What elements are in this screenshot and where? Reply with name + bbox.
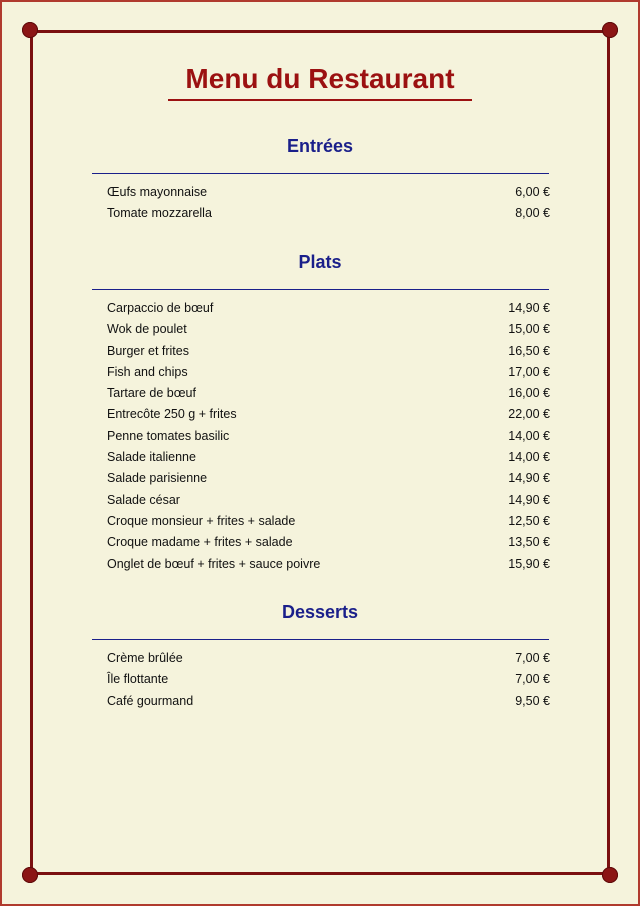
section-divider bbox=[92, 289, 549, 290]
dish-name: Onglet de bœuf + frites + sauce poivre bbox=[107, 556, 321, 571]
section-heading: Desserts bbox=[281, 602, 359, 622]
menu-item bbox=[107, 203, 550, 224]
dish-price: 13,50 € bbox=[508, 535, 550, 550]
menu-item bbox=[107, 490, 550, 511]
dish-price: 8,00 € bbox=[515, 206, 550, 221]
dish-name: Œufs mayonnaise bbox=[107, 185, 208, 199]
dish-price: 22,00 € bbox=[508, 407, 550, 422]
menu-item-list bbox=[0, 298, 640, 575]
dish-name: Burger et frites bbox=[107, 343, 189, 358]
dish-price: 6,00 € bbox=[515, 185, 550, 199]
menu-item bbox=[107, 404, 550, 425]
menu-item bbox=[107, 319, 550, 340]
dish-price: 12,50 € bbox=[508, 513, 550, 528]
menu-item bbox=[107, 383, 550, 404]
corner-ornament-top-left bbox=[22, 22, 38, 38]
dish-name: Salade parisienne bbox=[107, 471, 208, 486]
corner-ornament-top-right bbox=[602, 22, 618, 38]
dish-name: Entrecôte 250 g + frites bbox=[107, 407, 237, 422]
section-divider bbox=[92, 173, 549, 174]
dish-name: Penne tomates basilic bbox=[107, 428, 230, 443]
corner-ornament-bottom-right bbox=[602, 867, 618, 883]
dish-name: Tomate mozzarella bbox=[107, 206, 212, 221]
section-desserts bbox=[0, 601, 640, 712]
menu-item bbox=[107, 341, 550, 362]
dish-price: 14,00 € bbox=[508, 428, 550, 443]
menu-item bbox=[107, 362, 550, 383]
dish-price: 14,90 € bbox=[508, 301, 550, 315]
dish-price: 14,00 € bbox=[508, 450, 550, 465]
dish-name: Café gourmand bbox=[107, 693, 194, 708]
dish-price: 9,50 € bbox=[515, 693, 550, 708]
menu-item bbox=[107, 426, 550, 447]
menu-item bbox=[107, 511, 550, 532]
dish-price: 15,90 € bbox=[508, 556, 550, 571]
section-entrees bbox=[0, 135, 640, 225]
menu-item bbox=[107, 468, 550, 489]
dish-price: 14,90 € bbox=[508, 471, 550, 486]
section-divider bbox=[92, 639, 549, 640]
dish-name: Île flottante bbox=[107, 672, 169, 687]
menu-item bbox=[107, 669, 550, 690]
title-underline bbox=[168, 99, 472, 101]
dish-name: Fish and chips bbox=[107, 364, 188, 379]
dish-name: Croque monsieur + frites + salade bbox=[107, 513, 296, 528]
dish-name: Salade italienne bbox=[107, 450, 196, 465]
dish-price: 7,00 € bbox=[515, 672, 550, 687]
dish-price: 16,50 € bbox=[508, 343, 550, 358]
menu-item-list bbox=[0, 648, 640, 712]
menu-item bbox=[107, 691, 550, 712]
dish-name: Carpaccio de bœuf bbox=[107, 301, 214, 315]
menu-item-list bbox=[0, 182, 640, 225]
dish-name: Wok de poulet bbox=[107, 322, 187, 337]
dish-name: Salade césar bbox=[107, 492, 180, 507]
dish-price: 17,00 € bbox=[508, 364, 550, 379]
menu-item bbox=[107, 447, 550, 468]
section-heading: Plats bbox=[298, 252, 342, 272]
menu-item bbox=[107, 554, 550, 575]
section-plats bbox=[0, 251, 640, 575]
dish-price: 15,00 € bbox=[508, 322, 550, 337]
corner-ornament-bottom-left bbox=[22, 867, 38, 883]
dish-price: 7,00 € bbox=[515, 651, 550, 665]
menu-item bbox=[107, 532, 550, 553]
menu-title: Menu du Restaurant bbox=[185, 63, 455, 94]
menu-item bbox=[107, 182, 550, 203]
dish-name: Tartare de bœuf bbox=[107, 386, 196, 401]
dish-name: Crème brûlée bbox=[107, 651, 183, 665]
dish-price: 14,90 € bbox=[508, 492, 550, 507]
section-heading: Entrées bbox=[286, 136, 354, 156]
dish-price: 16,00 € bbox=[508, 386, 550, 401]
menu-item bbox=[107, 298, 550, 319]
menu-item bbox=[107, 648, 550, 669]
dish-name: Croque madame + frites + salade bbox=[107, 535, 293, 550]
